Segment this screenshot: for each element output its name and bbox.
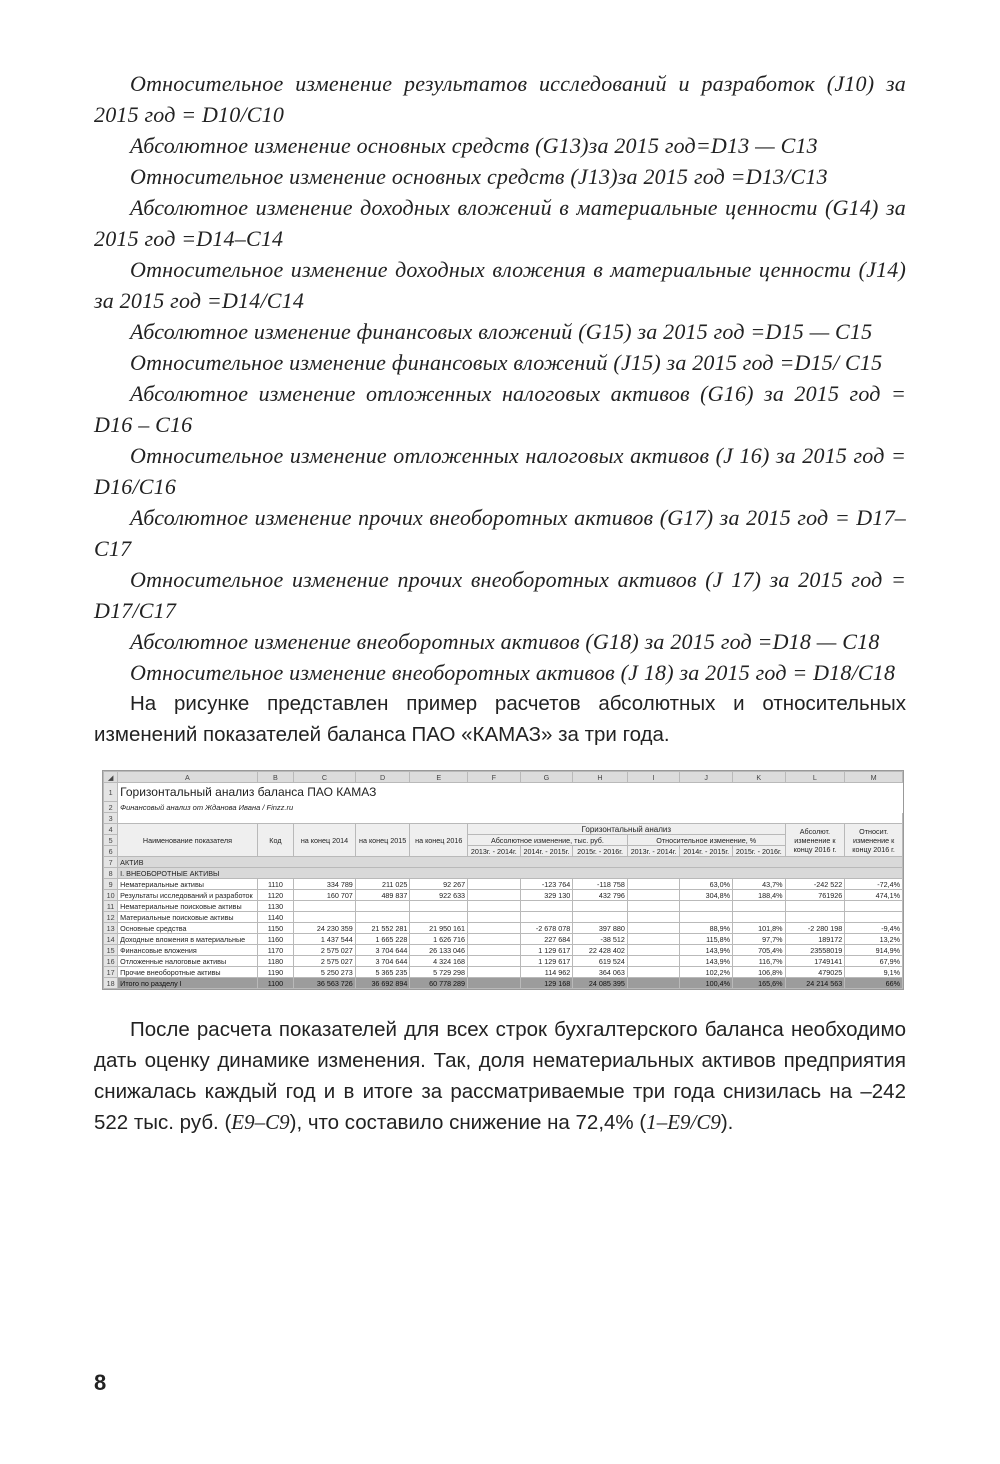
header-code[interactable]: Код <box>257 824 293 857</box>
cell-j[interactable] <box>680 912 733 923</box>
cell-j[interactable]: 100,4% <box>680 978 733 989</box>
formula-inline: 1–E9/C9 <box>646 1110 721 1134</box>
cell-code[interactable]: 1170 <box>257 945 293 956</box>
formula-line: Относительное изменение финансовых вложений (J15) за 2015 год =D15/ C15 <box>130 350 883 375</box>
formula-line: Относительное изменение внеоборотных активов (J 18) за 2015 год = D18/C18 <box>130 660 896 685</box>
header-horizontal[interactable]: Горизонтальный анализ <box>468 824 786 835</box>
cell-k[interactable]: 43,7% <box>732 879 785 890</box>
sheet-row <box>104 802 903 813</box>
col-letter[interactable]: J <box>680 772 733 783</box>
sheet-corner[interactable]: ◢ <box>104 772 118 783</box>
column-header-row <box>104 772 903 783</box>
cell-h[interactable]: 397 880 <box>573 923 628 934</box>
cell-m[interactable]: 914,9% <box>845 945 903 956</box>
cell-c[interactable] <box>294 901 356 912</box>
cell-f[interactable] <box>468 912 521 923</box>
cell-c[interactable]: 24 230 359 <box>294 923 356 934</box>
cell-j[interactable]: 88,9% <box>680 923 733 934</box>
cell-m[interactable] <box>845 912 903 923</box>
cell-k[interactable]: 188,4% <box>732 890 785 901</box>
cell-i[interactable] <box>627 890 680 901</box>
cell-e[interactable]: 60 778 289 <box>410 978 468 989</box>
cell-g[interactable]: -123 764 <box>520 879 573 890</box>
cell-e[interactable] <box>410 912 468 923</box>
formula-line: Абсолютное изменение отложенных налоговых активов (G16) за 2015 год = D16 – C16 <box>94 381 906 437</box>
cell-name[interactable]: Результаты исследований и разработок <box>118 890 258 901</box>
cell-code[interactable]: 1130 <box>257 901 293 912</box>
col-letter[interactable]: K <box>732 772 785 783</box>
cell-l[interactable] <box>785 901 845 912</box>
header-rel-change[interactable]: Относительное изменение, % <box>627 835 785 846</box>
cell-l[interactable]: 189172 <box>785 934 845 945</box>
formula-list <box>94 68 906 688</box>
cell-l[interactable]: 761926 <box>785 890 845 901</box>
sheet-subtitle[interactable]: Финансовый анализ от Жданова Ивана / Finzz.ru <box>120 802 294 812</box>
cell-name[interactable]: Финансовые вложения <box>118 945 258 956</box>
empty-cell[interactable] <box>118 813 903 824</box>
formula-line: Относительное изменение отложенных налоговых активов (J 16) за 2015 год = D16/C16 <box>94 443 906 499</box>
cell-c[interactable]: 1 437 544 <box>294 934 356 945</box>
cell-f[interactable] <box>468 956 521 967</box>
cell-g[interactable]: 114 962 <box>520 967 573 978</box>
col-letter[interactable]: C <box>294 772 356 783</box>
cell-g[interactable]: -2 678 078 <box>520 923 573 934</box>
cell-code[interactable]: 1160 <box>257 934 293 945</box>
cell-f[interactable] <box>468 923 521 934</box>
conclusion-text: ), что составило снижение на 72,4% ( <box>289 1111 647 1134</box>
header-2016[interactable]: на конец 2016 <box>410 824 468 857</box>
sheet-row <box>104 857 903 868</box>
col-letter[interactable]: M <box>845 772 903 783</box>
row-number: 6 <box>104 846 118 857</box>
col-letter[interactable]: A <box>118 772 258 783</box>
header-2015[interactable]: на конец 2015 <box>355 824 410 857</box>
col-letter[interactable]: E <box>410 772 468 783</box>
cell-e[interactable]: 1 626 716 <box>410 934 468 945</box>
page-content <box>94 68 906 1138</box>
cell-h[interactable]: -118 758 <box>573 879 628 890</box>
cell-e[interactable]: 92 267 <box>410 879 468 890</box>
cell-code[interactable]: 1150 <box>257 923 293 934</box>
cell-c[interactable]: 160 707 <box>294 890 356 901</box>
cell-e[interactable]: 26 133 046 <box>410 945 468 956</box>
data-rows <box>104 879 903 989</box>
section-label[interactable]: I. ВНЕОБОРОТНЫЕ АКТИВЫ <box>118 868 903 879</box>
cell-i[interactable] <box>627 934 680 945</box>
row-number: 4 <box>104 824 118 835</box>
cell-j[interactable]: 143,9% <box>680 945 733 956</box>
cell-d[interactable]: 3 704 644 <box>355 945 410 956</box>
table-row <box>104 956 903 967</box>
sheet-row <box>104 813 903 824</box>
cell-l[interactable]: 1749141 <box>785 956 845 967</box>
cell-m[interactable]: 67,9% <box>845 956 903 967</box>
row-number: 12 <box>104 912 118 923</box>
col-letter[interactable]: H <box>573 772 628 783</box>
row-number: 9 <box>104 879 118 890</box>
cell-g[interactable]: 1 129 617 <box>520 945 573 956</box>
formula-line: Абсолютное изменение доходных вложений в материальные ценности (G14) за 2015 год =D14–C14 <box>94 195 906 251</box>
row-number: 8 <box>104 868 118 879</box>
row-number: 7 <box>104 857 118 868</box>
cell-k[interactable] <box>732 912 785 923</box>
row-number: 18 <box>104 978 118 989</box>
formula-line: Относительное изменение основных средств (J13)за 2015 год =D13/C13 <box>130 164 828 189</box>
cell-j[interactable]: 115,8% <box>680 934 733 945</box>
col-letter[interactable]: I <box>627 772 680 783</box>
cell-d[interactable]: 489 837 <box>355 890 410 901</box>
header-period[interactable]: 2015г. - 2016г. <box>732 846 785 857</box>
header-row <box>104 824 903 835</box>
cell-name[interactable]: Нематериальные активы <box>118 879 258 890</box>
cell-name[interactable]: Отложенные налоговые активы <box>118 956 258 967</box>
row-number: 15 <box>104 945 118 956</box>
aktiv-label[interactable]: АКТИВ <box>118 857 903 868</box>
cell-g[interactable]: 329 130 <box>520 890 573 901</box>
header-rel-total[interactable]: Относит. изменение к концу 2016 г. <box>845 824 903 857</box>
cell-d[interactable]: 211 025 <box>355 879 410 890</box>
cell-j[interactable] <box>680 901 733 912</box>
cell-e[interactable]: 4 324 168 <box>410 956 468 967</box>
cell-k[interactable]: 116,7% <box>732 956 785 967</box>
conclusion-text: ). <box>720 1111 734 1134</box>
table-row <box>104 934 903 945</box>
cell-code[interactable]: 1110 <box>257 879 293 890</box>
cell-h[interactable]: 619 524 <box>573 956 628 967</box>
sheet-row <box>104 783 903 802</box>
cell-d[interactable]: 5 365 235 <box>355 967 410 978</box>
formula-line: Относительное изменение прочих внеоборотных активов (J 17) за 2015 год = D17/C17 <box>94 567 906 623</box>
conclusion-paragraph <box>94 1014 906 1138</box>
header-name[interactable]: Наименование показателя <box>118 824 258 857</box>
cell-name[interactable]: Итого по разделу I <box>118 978 258 989</box>
header-abs-total[interactable]: Абсолют. изменение к концу 2016 г. <box>785 824 845 857</box>
cell-name[interactable]: Материальные поисковые активы <box>118 912 258 923</box>
cell-i[interactable] <box>627 879 680 890</box>
cell-name[interactable]: Прочие внеоборотные активы <box>118 967 258 978</box>
cell-i[interactable] <box>627 967 680 978</box>
header-period[interactable]: 2013г. - 2014г. <box>627 846 680 857</box>
header-period[interactable]: 2013г. - 2014г. <box>468 846 521 857</box>
formula-line: Абсолютное изменение прочих внеоборотных активов (G17) за 2015 год = D17– C17 <box>94 505 906 561</box>
row-number: 2 <box>104 802 118 813</box>
cell-c[interactable] <box>294 912 356 923</box>
cell-m[interactable]: 474,1% <box>845 890 903 901</box>
cell-m[interactable]: 9,1% <box>845 967 903 978</box>
cell-h[interactable]: 432 796 <box>573 890 628 901</box>
cell-code[interactable]: 1180 <box>257 956 293 967</box>
formula-line: Относительное изменение результатов исследований и разработок (J10) за 2015 год = D10/C10 <box>94 71 906 127</box>
cell-c[interactable]: 2 575 027 <box>294 956 356 967</box>
cell-d[interactable]: 1 665 228 <box>355 934 410 945</box>
cell-m[interactable]: -72,4% <box>845 879 903 890</box>
cell-g[interactable]: 129 168 <box>520 978 573 989</box>
cell-i[interactable] <box>627 978 680 989</box>
row-number: 13 <box>104 923 118 934</box>
col-letter[interactable]: B <box>257 772 293 783</box>
cell-f[interactable] <box>468 945 521 956</box>
cell-h[interactable]: 364 063 <box>573 967 628 978</box>
cell-i[interactable] <box>627 912 680 923</box>
row-number: 3 <box>104 813 118 824</box>
cell-i[interactable] <box>627 945 680 956</box>
cell-k[interactable] <box>732 901 785 912</box>
cell-e[interactable]: 21 950 161 <box>410 923 468 934</box>
cell-l[interactable]: 23558019 <box>785 945 845 956</box>
cell-l[interactable]: 479025 <box>785 967 845 978</box>
header-period[interactable]: 2014г. - 2015г. <box>520 846 573 857</box>
col-letter[interactable]: D <box>355 772 410 783</box>
cell-d[interactable] <box>355 912 410 923</box>
col-letter[interactable]: L <box>785 772 845 783</box>
table-row <box>104 901 903 912</box>
cell-name[interactable]: Основные средства <box>118 923 258 934</box>
cell-g[interactable] <box>520 912 573 923</box>
cell-h[interactable] <box>573 912 628 923</box>
cell-h[interactable]: 24 085 395 <box>573 978 628 989</box>
cell-g[interactable] <box>520 901 573 912</box>
table-row <box>104 945 903 956</box>
spreadsheet-figure <box>102 770 904 990</box>
cell-f[interactable] <box>468 890 521 901</box>
row-number: 14 <box>104 934 118 945</box>
cell-m[interactable]: 66% <box>845 978 903 989</box>
cell-h[interactable]: -38 512 <box>573 934 628 945</box>
formula-line: Абсолютное изменение финансовых вложений (G15) за 2015 год =D15 — C15 <box>130 319 873 344</box>
formula-line: Абсолютное изменение внеоборотных активов (G18) за 2015 год =D18 — C18 <box>130 629 880 654</box>
cell-g[interactable]: 1 129 617 <box>520 956 573 967</box>
sheet-title[interactable]: Горизонтальный анализ баланса ПАО КАМАЗ <box>120 785 377 799</box>
cell-name[interactable]: Нематериальные поисковые активы <box>118 901 258 912</box>
cell-name[interactable]: Доходные вложения в материальные <box>118 934 258 945</box>
cell-h[interactable] <box>573 901 628 912</box>
cell-e[interactable]: 922 633 <box>410 890 468 901</box>
cell-g[interactable]: 227 684 <box>520 934 573 945</box>
table-row <box>104 890 903 901</box>
cell-d[interactable]: 36 692 894 <box>355 978 410 989</box>
cell-k[interactable]: 106,8% <box>732 967 785 978</box>
table-row <box>104 879 903 890</box>
cell-m[interactable]: 13,2% <box>845 934 903 945</box>
cell-m[interactable] <box>845 901 903 912</box>
cell-j[interactable]: 63,0% <box>680 879 733 890</box>
row-number: 16 <box>104 956 118 967</box>
cell-j[interactable]: 143,9% <box>680 956 733 967</box>
table-row <box>104 923 903 934</box>
cell-f[interactable] <box>468 901 521 912</box>
cell-code[interactable]: 1140 <box>257 912 293 923</box>
cell-l[interactable]: -2 280 198 <box>785 923 845 934</box>
col-letter[interactable]: G <box>520 772 573 783</box>
cell-f[interactable] <box>468 978 521 989</box>
col-letter[interactable]: F <box>468 772 521 783</box>
sheet-row <box>104 868 903 879</box>
total-row <box>104 978 903 989</box>
cell-i[interactable] <box>627 956 680 967</box>
cell-i[interactable] <box>627 923 680 934</box>
header-2014[interactable]: на конец 2014 <box>294 824 356 857</box>
page-number: 8 <box>94 1370 107 1395</box>
header-abs-change[interactable]: Абсолютное изменение, тыс. руб. <box>468 835 628 846</box>
cell-f[interactable] <box>468 967 521 978</box>
header-period[interactable]: 2014г. - 2015г. <box>680 846 733 857</box>
formula-line: Относительное изменение доходных вложения в материальные ценности (J14) за 2015 год =D14/C14 <box>94 257 906 313</box>
row-number: 1 <box>104 783 118 802</box>
conclusion-text: После расчета показателей для всех строк бухгалтерского баланса необходимо дать оценку динамике изменения. Так, доля нематериальных активов предприятия снижалась каждый год и в итоге за рассматриваемые три года снизилась на –242 522 тыс. руб. ( <box>94 1018 906 1134</box>
spreadsheet-table <box>103 771 903 989</box>
row-number: 17 <box>104 967 118 978</box>
cell-k[interactable]: 97,7% <box>732 934 785 945</box>
cell-f[interactable] <box>468 934 521 945</box>
cell-d[interactable]: 21 552 281 <box>355 923 410 934</box>
cell-c[interactable]: 2 575 027 <box>294 945 356 956</box>
cell-e[interactable]: 5 729 298 <box>410 967 468 978</box>
formula-inline: E9–C9 <box>231 1110 290 1134</box>
cell-c[interactable]: 334 789 <box>294 879 356 890</box>
cell-i[interactable] <box>627 901 680 912</box>
cell-l[interactable]: 24 214 563 <box>785 978 845 989</box>
cell-j[interactable]: 304,8% <box>680 890 733 901</box>
cell-m[interactable]: -9,4% <box>845 923 903 934</box>
cell-k[interactable]: 101,8% <box>732 923 785 934</box>
row-number: 11 <box>104 901 118 912</box>
cell-k[interactable]: 165,6% <box>732 978 785 989</box>
cell-k[interactable]: 705,4% <box>732 945 785 956</box>
table-row <box>104 967 903 978</box>
cell-e[interactable] <box>410 901 468 912</box>
cell-c[interactable]: 5 250 273 <box>294 967 356 978</box>
cell-code[interactable]: 1100 <box>257 978 293 989</box>
cell-f[interactable] <box>468 879 521 890</box>
row-number: 5 <box>104 835 118 846</box>
cell-d[interactable] <box>355 901 410 912</box>
cell-d[interactable]: 3 704 644 <box>355 956 410 967</box>
header-period[interactable]: 2015г. - 2016г. <box>573 846 628 857</box>
cell-c[interactable]: 36 563 726 <box>294 978 356 989</box>
intro-paragraph: На рисунке представлен пример расчетов абсолютных и относительных изменений показателей баланса ПАО «КАМАЗ» за три года. <box>94 692 906 746</box>
cell-code[interactable]: 1190 <box>257 967 293 978</box>
table-row <box>104 912 903 923</box>
cell-l[interactable] <box>785 912 845 923</box>
cell-code[interactable]: 1120 <box>257 890 293 901</box>
cell-j[interactable]: 102,2% <box>680 967 733 978</box>
cell-h[interactable]: 22 428 402 <box>573 945 628 956</box>
row-number: 10 <box>104 890 118 901</box>
cell-l[interactable]: -242 522 <box>785 879 845 890</box>
formula-line: Абсолютное изменение основных средств (G13)за 2015 год=D13 — C13 <box>130 133 818 158</box>
